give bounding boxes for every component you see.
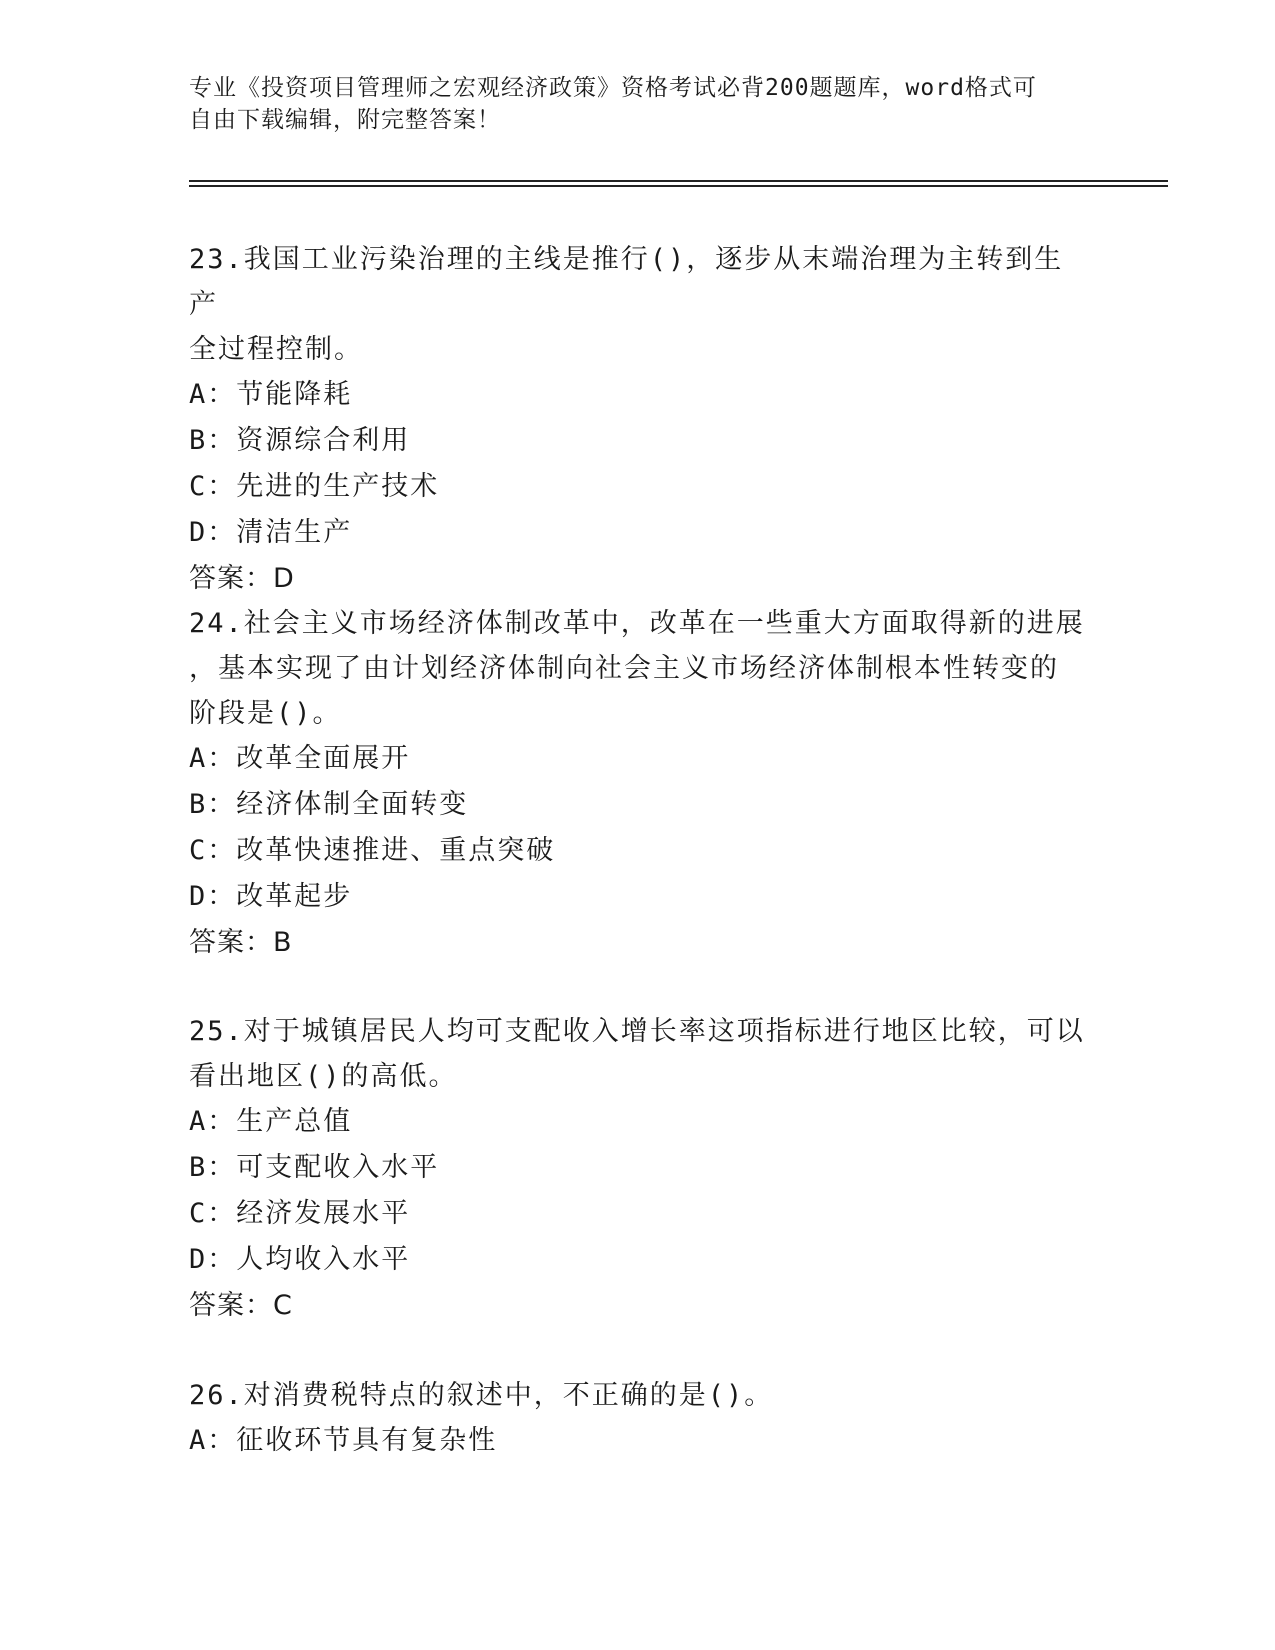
option-c: C：改革快速推进、重点突破 bbox=[189, 835, 556, 866]
document-header bbox=[189, 72, 1089, 136]
question-stem-line: 看出地区()的高低。 bbox=[189, 1061, 458, 1092]
question-stem-line: 26.对消费税特点的叙述中，不正确的是()。 bbox=[189, 1380, 774, 1411]
header-line-2: 自由下载编辑，附完整答案！ bbox=[189, 107, 501, 133]
answer-line: 答案：B bbox=[189, 927, 293, 958]
question-stem-line: 23.我国工业污染治理的主线是推行()，逐步从末端治理为主转到生产 bbox=[189, 244, 1064, 320]
option-a: A：节能降耗 bbox=[189, 379, 353, 410]
question-stem-line: 25.对于城镇居民人均可支配收入增长率这项指标进行地区比较，可以 bbox=[189, 1016, 1085, 1047]
option-a: A：征收环节具有复杂性 bbox=[189, 1425, 498, 1456]
option-b: B：可支配收入水平 bbox=[189, 1152, 440, 1183]
question-stem-line: 全过程控制。 bbox=[189, 334, 363, 365]
option-d: D：改革起步 bbox=[189, 881, 353, 912]
question-stem-line: ，基本实现了由计划经济体制向社会主义市场经济体制根本性转变的 bbox=[189, 653, 1059, 684]
option-b: B：资源综合利用 bbox=[189, 425, 411, 456]
header-divider-top bbox=[189, 180, 1168, 182]
option-d: D：清洁生产 bbox=[189, 517, 353, 548]
option-c: C：经济发展水平 bbox=[189, 1198, 411, 1229]
option-a: A：改革全面展开 bbox=[189, 743, 411, 774]
header-line-1: 专业《投资项目管理师之宏观经济政策》资格考试必背200题题库，word格式可 bbox=[189, 75, 1037, 101]
option-b: B：经济体制全面转变 bbox=[189, 789, 469, 820]
question-26 bbox=[189, 1373, 1089, 1464]
question-stem-line: 24.社会主义市场经济体制改革中，改革在一些重大方面取得新的进展 bbox=[189, 608, 1085, 639]
question-23 bbox=[189, 237, 1089, 602]
option-c: C：先进的生产技术 bbox=[189, 471, 440, 502]
question-24 bbox=[189, 601, 1089, 966]
question-stem-line: 阶段是()。 bbox=[189, 698, 342, 729]
header-divider-bottom bbox=[189, 185, 1168, 187]
option-a: A：生产总值 bbox=[189, 1106, 353, 1137]
answer-line: 答案：D bbox=[189, 563, 295, 594]
answer-line: 答案：C bbox=[189, 1290, 293, 1321]
option-d: D：人均收入水平 bbox=[189, 1244, 411, 1275]
question-25 bbox=[189, 1009, 1089, 1329]
